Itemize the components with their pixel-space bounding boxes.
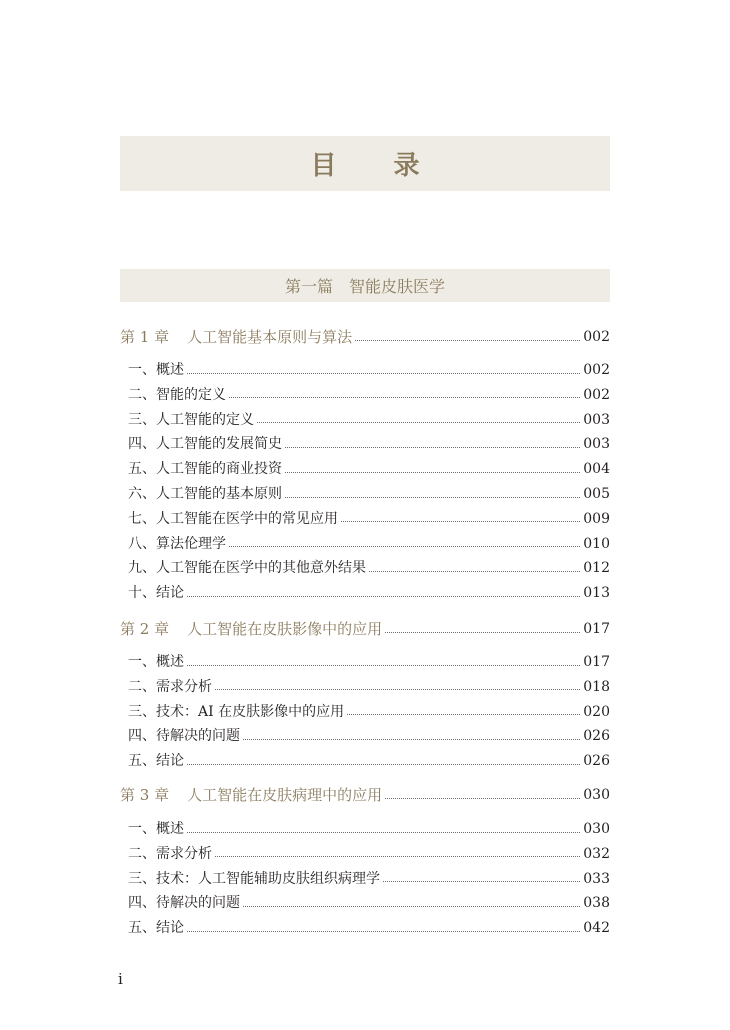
dot-leader <box>215 856 580 857</box>
chapter-label <box>120 326 352 348</box>
chapter-number: 第 2 章 <box>120 620 170 638</box>
section-page-number: 005 <box>583 486 610 502</box>
section-page-number: 004 <box>583 461 610 478</box>
section-title: 三、人工智能的定义 <box>128 411 254 428</box>
section-page-number: 003 <box>583 436 610 453</box>
section-page-number: 030 <box>583 821 610 837</box>
toc-title: 目 录 <box>310 151 444 181</box>
chapter-page-number: 017 <box>583 621 610 637</box>
section-title: 五、结论 <box>128 753 184 770</box>
dot-leader <box>215 689 580 690</box>
dot-leader <box>187 764 580 765</box>
toc-section-entry[interactable] <box>128 843 610 865</box>
toc-chapter-entry[interactable] <box>120 326 610 348</box>
chapter-title: 人工智能基本原则与算法 <box>187 328 353 346</box>
section-page-number: 018 <box>583 678 610 695</box>
section-title: 七、人工智能在医学中的常见应用 <box>128 510 338 527</box>
dot-leader <box>229 546 580 547</box>
toc-section-entry[interactable] <box>128 750 610 772</box>
section-page-number: 033 <box>583 870 610 887</box>
toc-section-entry[interactable] <box>128 917 610 939</box>
dot-leader <box>257 422 580 423</box>
dot-leader <box>243 739 580 740</box>
dot-leader <box>229 397 580 398</box>
chapter-number: 第 1 章 <box>120 328 170 346</box>
dot-leader <box>187 596 580 597</box>
section-page-number: 026 <box>583 753 610 770</box>
chapter-title: 人工智能在皮肤影像中的应用 <box>187 620 383 638</box>
dot-leader <box>243 906 580 907</box>
section-page-number: 012 <box>583 560 610 577</box>
dot-leader <box>187 665 580 666</box>
toc-section-entry[interactable] <box>128 676 610 698</box>
dot-leader <box>285 497 580 498</box>
section-page-number: 038 <box>583 895 610 912</box>
section-page-number: 013 <box>583 585 610 602</box>
dot-leader <box>187 373 580 374</box>
chapter-page-number: 030 <box>583 787 610 803</box>
section-page-number: 003 <box>583 411 610 428</box>
toc-section-entry[interactable] <box>128 483 610 505</box>
section-page-number: 026 <box>583 728 610 745</box>
section-title: 一、概述 <box>128 654 184 670</box>
section-page-number: 002 <box>583 386 610 403</box>
toc-section-entry[interactable] <box>128 384 610 406</box>
toc-section-entry[interactable] <box>128 458 610 480</box>
section-title: 六、人工智能的基本原则 <box>128 486 282 502</box>
dot-leader <box>385 798 580 799</box>
section-title: 三、技术：人工智能辅助皮肤组织病理学 <box>128 870 380 887</box>
dot-leader <box>369 571 580 572</box>
section-title: 八、算法伦理学 <box>128 535 226 552</box>
section-page-number: 032 <box>583 845 610 862</box>
toc-section-entry[interactable] <box>128 433 610 455</box>
dot-leader <box>285 447 580 448</box>
dot-leader <box>187 832 580 833</box>
chapter-label <box>120 618 382 640</box>
toc-section-entry[interactable] <box>128 701 610 723</box>
section-page-number: 042 <box>583 920 610 937</box>
toc-section-entry[interactable] <box>128 582 610 604</box>
toc-section-entry[interactable] <box>128 533 610 555</box>
section-page-number: 010 <box>583 535 610 552</box>
section-page-number: 002 <box>583 362 610 378</box>
toc-section-entry[interactable] <box>128 725 610 747</box>
section-title: 五、结论 <box>128 920 184 937</box>
chapter-number: 第 3 章 <box>120 786 170 804</box>
part-heading: 第一篇 智能皮肤医学 <box>284 277 445 296</box>
toc-section-entry[interactable] <box>128 409 610 431</box>
dot-leader <box>355 340 580 341</box>
section-title: 二、需求分析 <box>128 845 212 862</box>
section-page-number: 009 <box>583 510 610 527</box>
section-title: 四、待解决的问题 <box>128 728 240 745</box>
dot-leader <box>285 472 580 473</box>
dot-leader <box>341 521 580 522</box>
toc-section-entry[interactable] <box>128 892 610 914</box>
section-page-number: 020 <box>583 703 610 720</box>
section-title: 二、智能的定义 <box>128 386 226 403</box>
chapter-page-number: 002 <box>583 329 610 345</box>
section-title: 四、待解决的问题 <box>128 895 240 912</box>
dot-leader <box>383 881 580 882</box>
dot-leader <box>187 931 580 932</box>
section-title: 三、技术：AI 在皮肤影像中的应用 <box>128 703 345 720</box>
toc-section-entry[interactable] <box>128 651 610 673</box>
section-title: 十、结论 <box>128 585 184 602</box>
section-title: 一、概述 <box>128 362 184 378</box>
part-heading-band <box>120 269 610 302</box>
toc-section-entry[interactable] <box>128 359 610 381</box>
toc-chapter-entry[interactable] <box>120 618 610 640</box>
chapter-title: 人工智能在皮肤病理中的应用 <box>187 786 383 804</box>
toc-section-entry[interactable] <box>128 557 610 579</box>
toc-section-entry[interactable] <box>128 868 610 890</box>
toc-section-entry[interactable] <box>128 508 610 530</box>
section-title: 五、人工智能的商业投资 <box>128 461 282 478</box>
page-number: i <box>118 970 123 988</box>
section-page-number: 017 <box>583 654 610 670</box>
dot-leader <box>347 714 580 715</box>
toc-section-entry[interactable] <box>128 818 610 840</box>
section-title: 一、概述 <box>128 821 184 837</box>
toc-title-band <box>120 136 610 191</box>
chapter-label <box>120 784 382 806</box>
toc-chapter-entry[interactable] <box>120 784 610 806</box>
section-title: 四、人工智能的发展简史 <box>128 436 282 453</box>
section-title: 二、需求分析 <box>128 678 212 695</box>
section-title: 九、人工智能在医学中的其他意外结果 <box>128 560 366 577</box>
dot-leader <box>385 632 580 633</box>
